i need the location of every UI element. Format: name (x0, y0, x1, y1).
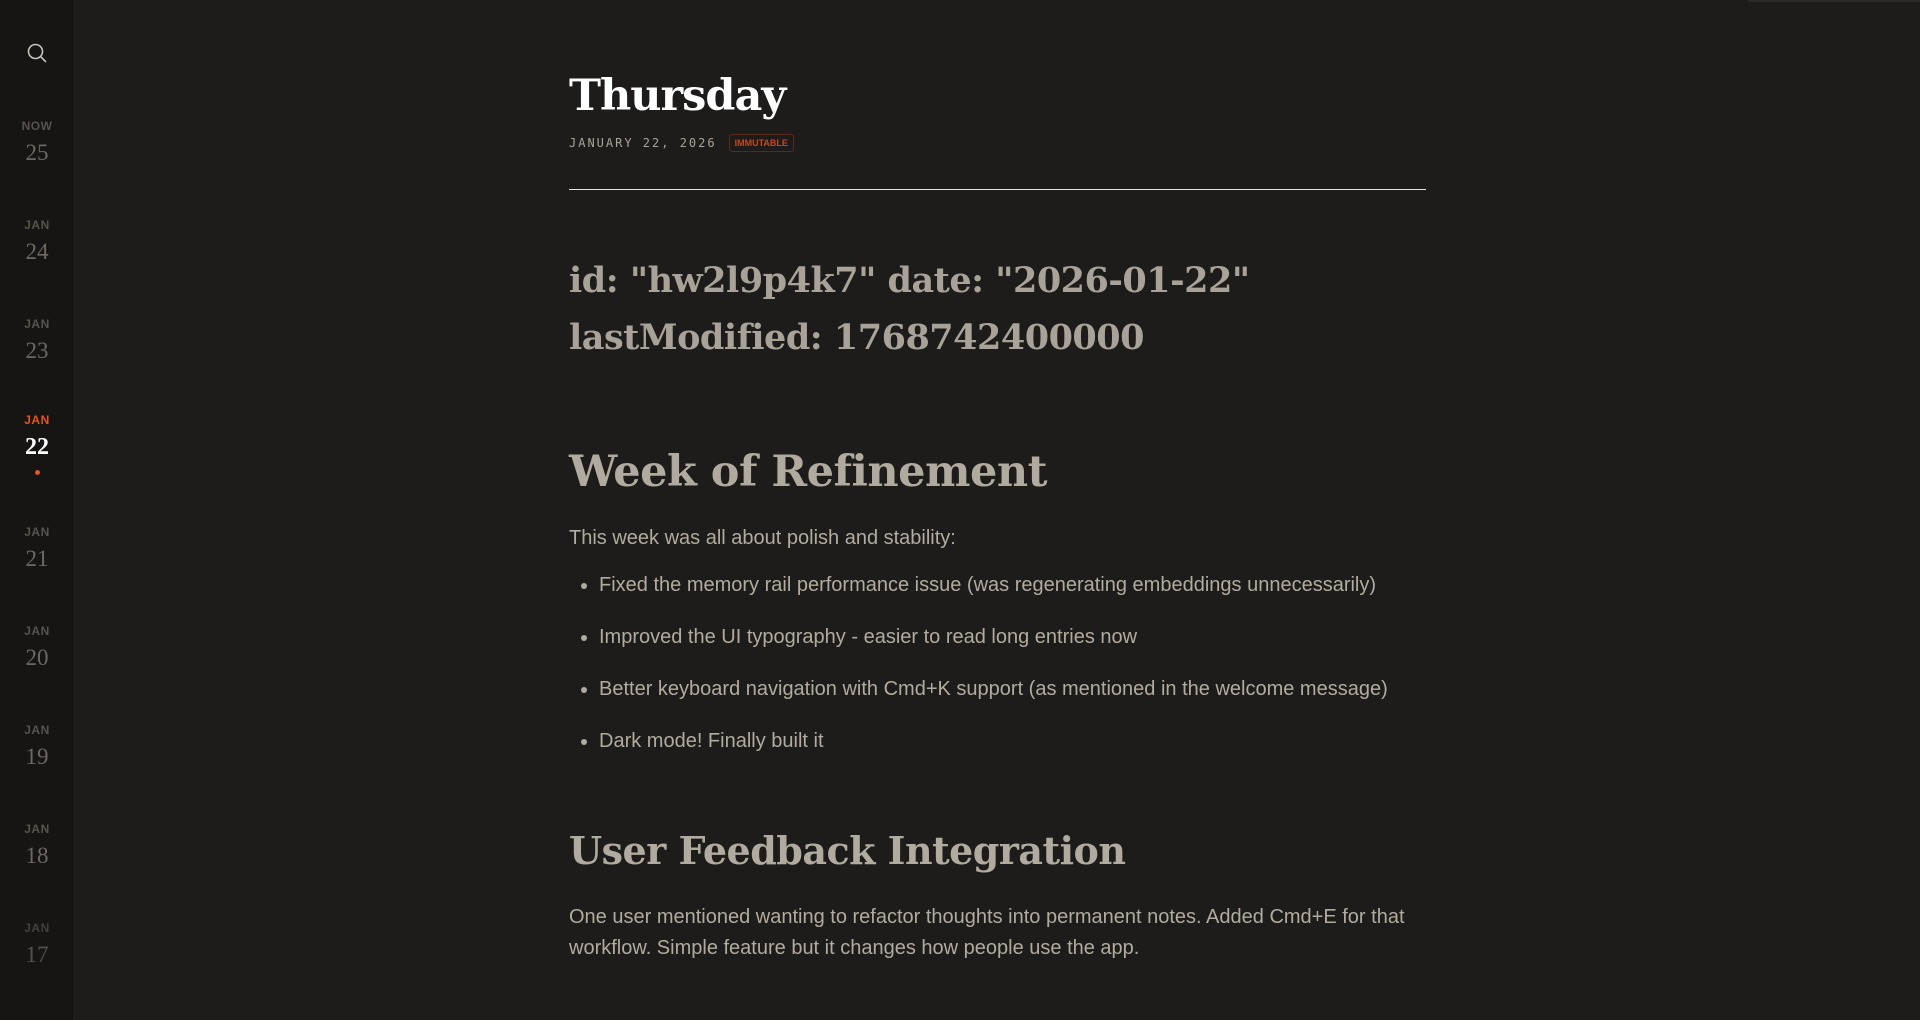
rail-day-number: 23 (25, 338, 49, 363)
rail-day-23[interactable] (0, 317, 74, 364)
rail-day-24[interactable] (0, 218, 74, 265)
date-rail (0, 0, 75, 1020)
rail-day-label: JAN (24, 822, 50, 836)
rail-day-label: JAN (24, 317, 50, 331)
list-item[interactable]: • Fixed the memory rail performance issue (was regenerating embeddings unnecessarily) (599, 570, 1426, 601)
immutable-badge: IMMUTABLE (729, 134, 794, 152)
rail-day-number: 24 (25, 239, 49, 264)
rail-day-19[interactable] (0, 723, 74, 770)
rail-day-22-active[interactable] (0, 413, 74, 475)
list-item[interactable]: • Improved the UI typography - easier to read long entries now (599, 622, 1426, 653)
entry-date: JANUARY 22, 2026 (569, 136, 717, 150)
rail-day-label: JAN (24, 413, 50, 427)
rail-day-label: JAN (24, 218, 50, 232)
rail-day-number: 17 (25, 942, 49, 967)
divider (569, 189, 1426, 190)
rail-day-number: 18 (25, 843, 49, 868)
rail-day-18[interactable] (0, 822, 74, 869)
rail-day-label: NOW (21, 119, 53, 133)
bullet-list (569, 570, 1426, 757)
rail-day-17[interactable] (0, 921, 74, 968)
rail-day-label: JAN (24, 921, 50, 935)
rail-day-number: 21 (25, 546, 49, 571)
rail-day-number: 19 (25, 744, 49, 769)
active-day-dot (35, 470, 40, 475)
rail-day-number: 22 (25, 434, 49, 460)
entry-meta (569, 134, 1426, 152)
top-edge-line (1748, 0, 1920, 2)
rail-day-20[interactable] (0, 624, 74, 671)
rail-day-21[interactable] (0, 525, 74, 572)
search-button[interactable] (24, 40, 50, 66)
search-icon (26, 42, 48, 64)
list-item[interactable]: • Dark mode! Finally built it (599, 726, 1426, 757)
section-heading[interactable]: User Feedback Integration (569, 828, 1126, 873)
rail-day-now[interactable] (0, 119, 74, 166)
rail-day-label: JAN (24, 525, 50, 539)
entry-title: Thursday (569, 71, 786, 121)
rail-day-number: 20 (25, 645, 49, 670)
section-intro[interactable]: This week was all about polish and stability: (569, 527, 956, 549)
list-item[interactable]: • Better keyboard navigation with Cmd+K support (as mentioned in the welcome message) (599, 674, 1426, 705)
rail-day-label: JAN (24, 723, 50, 737)
section-paragraph[interactable]: One user mentioned wanting to refactor thoughts into permanent notes. Added Cmd+E for that workflow. Simple feature but it changes how people use the app. (569, 906, 1405, 959)
rail-day-label: JAN (24, 624, 50, 638)
section-heading[interactable]: Week of Refinement (569, 447, 1047, 497)
entry-content (569, 68, 1426, 964)
rail-day-number: 25 (25, 140, 49, 165)
frontmatter-heading[interactable]: id: "hw2l9p4k7" date: "2026-01-22" lastModified: 1768742400000 (569, 260, 1250, 358)
